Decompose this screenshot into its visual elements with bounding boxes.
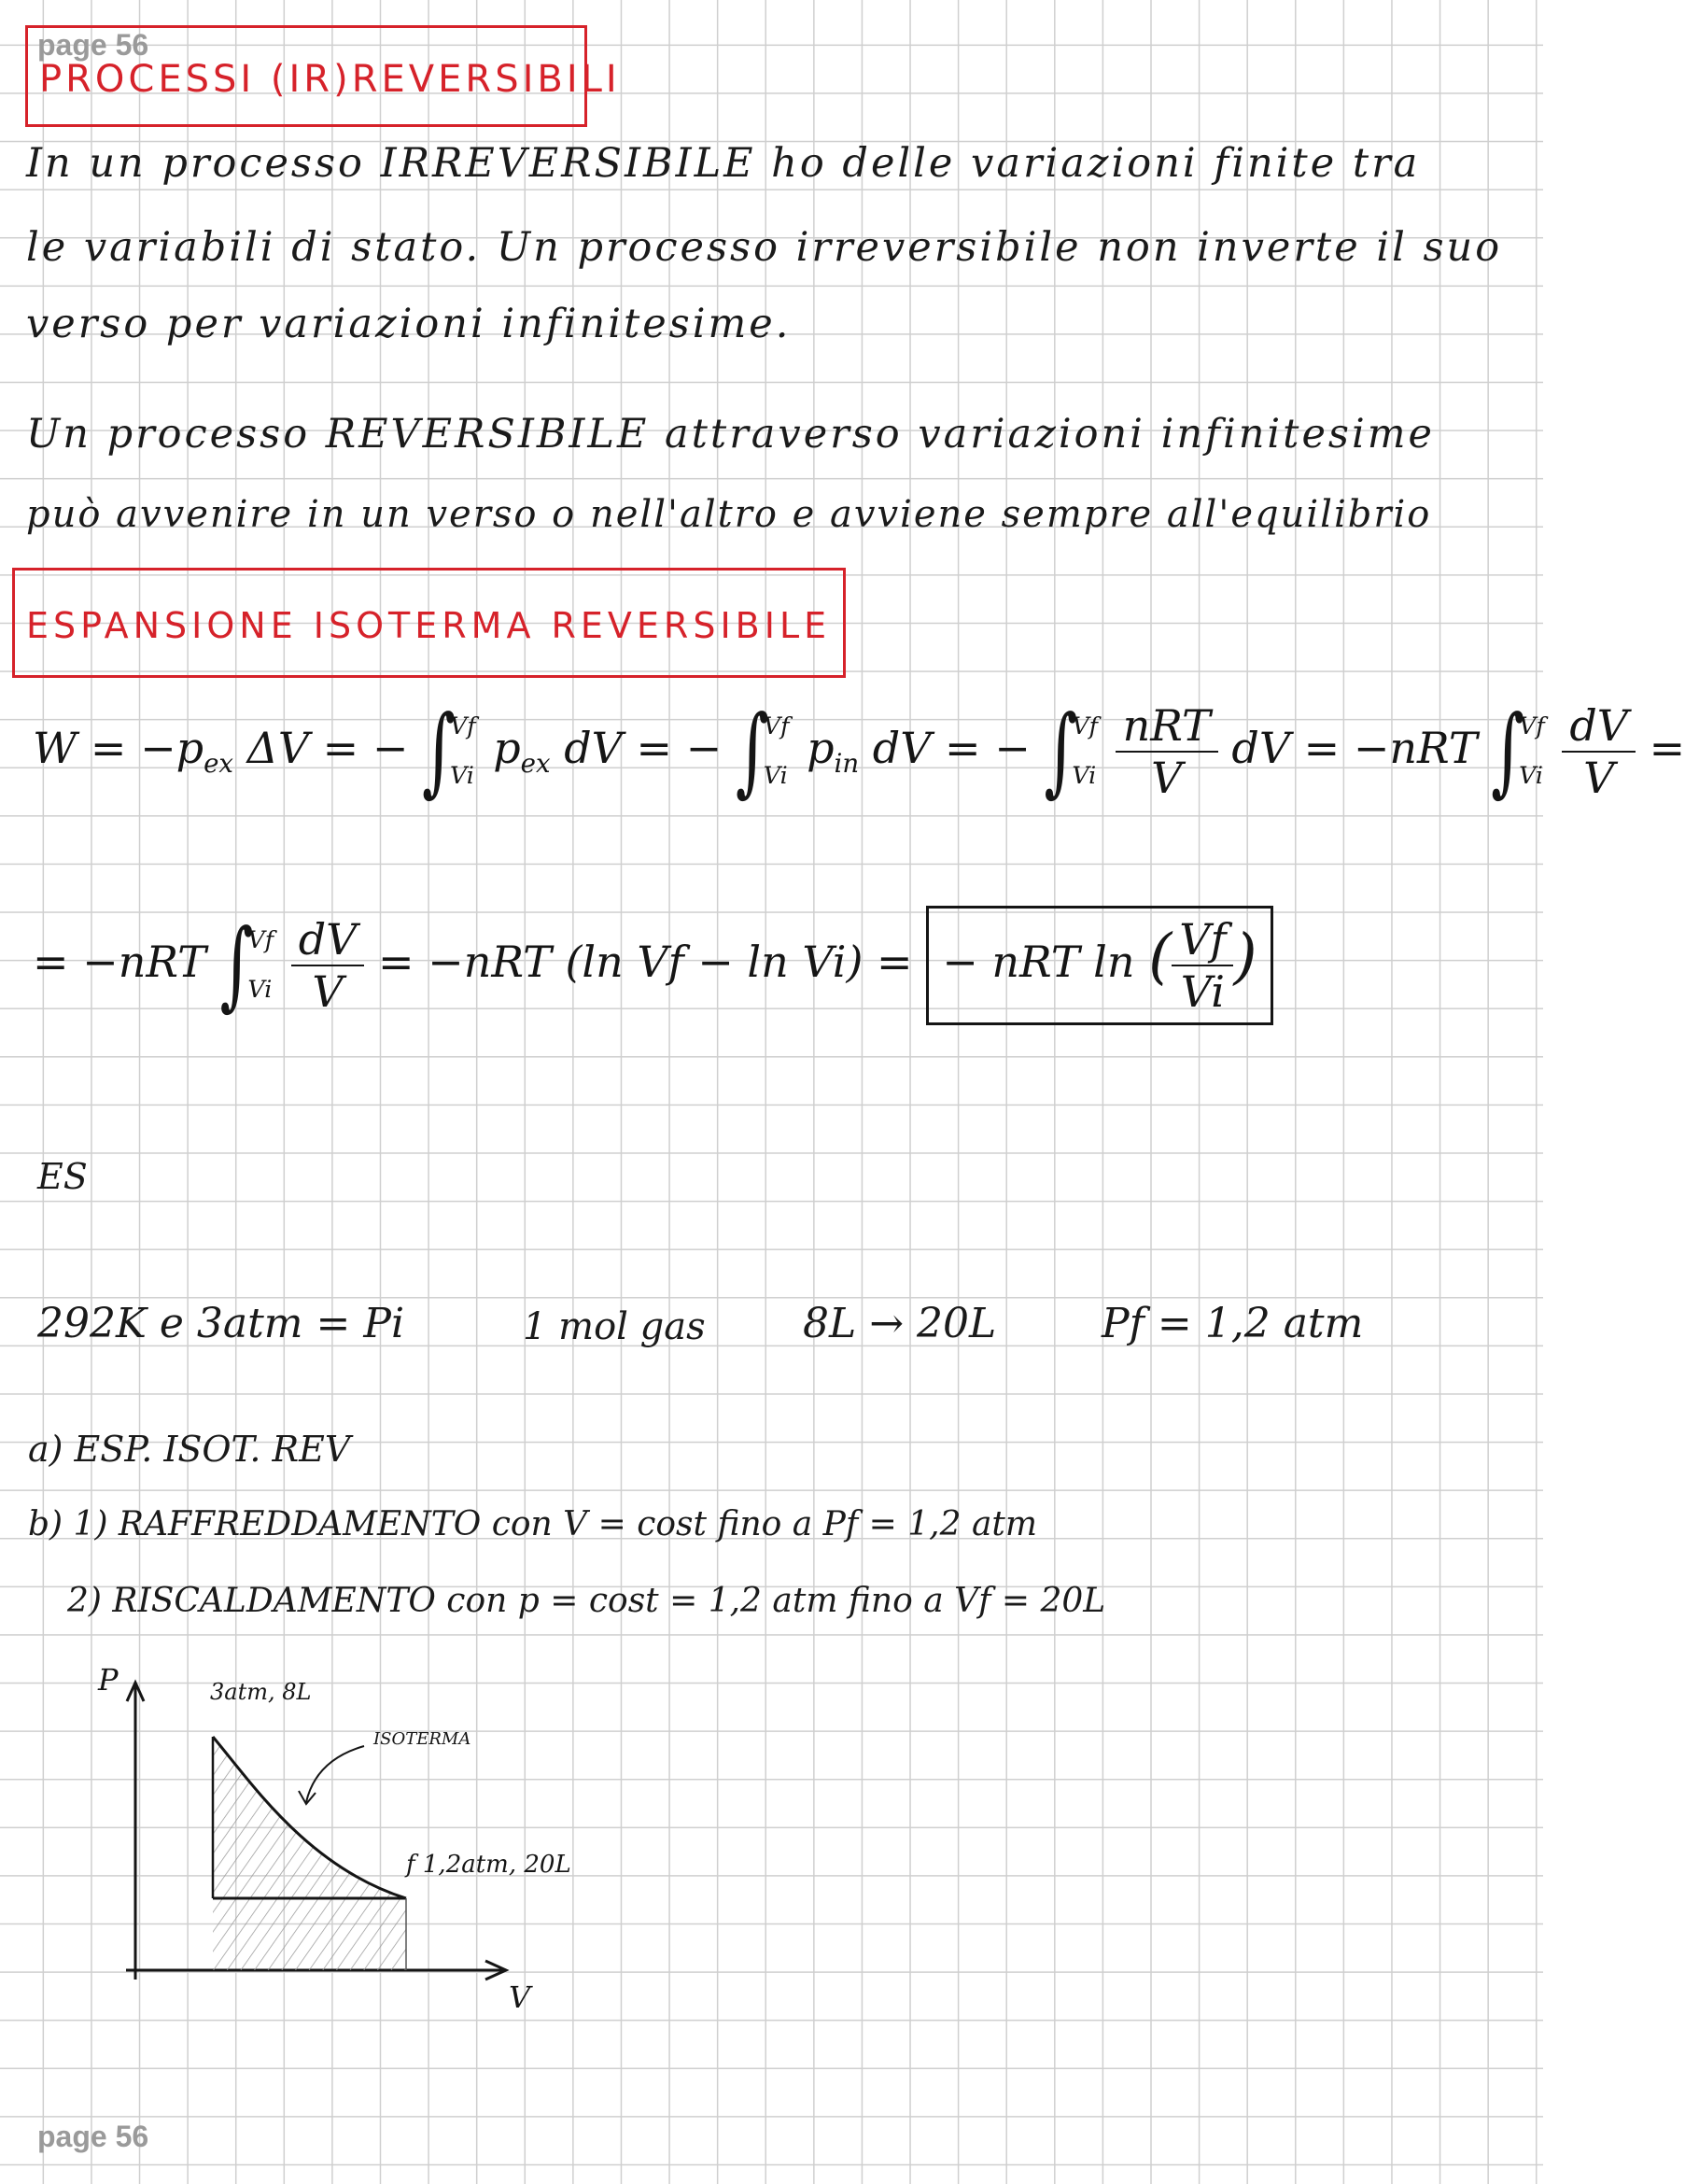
para1-line1: In un processo IRREVERSIBILE ho delle variazioni finite tra: [26, 140, 1421, 187]
eq-p-ex-sub: ex: [520, 748, 551, 780]
integral-sign-2: ∫: [735, 696, 769, 808]
integral-sign-3: ∫: [1044, 696, 1078, 808]
boxed-result: [926, 906, 1272, 1025]
example-b1: b) 1) RAFFREDDAMENTO con V = cost fino a Pf = 1,2 atm: [28, 1505, 1038, 1543]
eq-w-dv: ΔV = −: [246, 723, 409, 773]
frac-num-dv-1: dV: [1562, 700, 1636, 753]
isotherm-label: ISOTERMA: [373, 1729, 471, 1749]
frac-den-v: V: [1151, 753, 1183, 803]
eq-line2-mid: = −nRT (ln Vf − ln Vi) =: [377, 937, 913, 987]
eq-w-left: W = −p: [33, 723, 204, 773]
lim-upper-3: Vf: [1072, 712, 1098, 740]
work-area-isotherm: [213, 1737, 406, 1898]
lim-upper-1: Vf: [449, 712, 476, 740]
page-label-top: page 56: [37, 28, 149, 62]
example-a: a) ESP. ISOT. REV: [28, 1429, 351, 1470]
lim-upper-2: Vf: [763, 712, 790, 740]
lim-lower-3: Vi: [1072, 762, 1097, 790]
lim-lower-1: Vi: [449, 762, 474, 790]
lim-upper-4: Vf: [1519, 712, 1545, 740]
example-data-4: Pf = 1,2 atm: [1102, 1300, 1364, 1347]
example-label: ES: [37, 1156, 88, 1197]
frac-den-v-1: V: [1583, 753, 1615, 803]
para1-line2: le variabili di stato. Un processo irreversibile non inverte il suo: [26, 224, 1503, 271]
frac-num-dv-2: dV: [291, 914, 365, 966]
fraction-vf-over-vi: [1172, 914, 1233, 1017]
para1-line3: verso per variazioni infinitesime.: [26, 301, 792, 347]
point-i-label: 3atm, 8L: [210, 1679, 312, 1705]
lim-lower-5: Vi: [247, 976, 273, 1004]
paren-open: (: [1148, 922, 1172, 992]
eq-p-in-sub: in: [834, 748, 860, 780]
frac-num-vf: Vf: [1172, 914, 1233, 966]
lim-upper-5: Vf: [247, 926, 274, 954]
pv-diagram: [93, 1653, 616, 2026]
eq-end: =: [1649, 723, 1685, 773]
frac-den-v-2: V: [312, 966, 344, 1017]
eq-dv-1: dV: [564, 723, 623, 773]
boxed-pre: − nRT ln: [942, 937, 1135, 987]
work-equation-line2: [33, 906, 1273, 1025]
frac-num-nrt: nRT: [1116, 700, 1218, 753]
page-label-bottom: page 56: [37, 2120, 149, 2153]
fraction-dv-over-v-1: [1562, 700, 1636, 803]
lim-lower-4: Vi: [1519, 762, 1544, 790]
v-axis-label: V: [509, 1980, 531, 2015]
integral-sign-1: ∫: [422, 696, 456, 808]
para2-line1: Un processo REVERSIBILE attraverso variazioni infinitesime: [26, 411, 1435, 458]
eq-line2-start: = −nRT: [33, 937, 206, 987]
fraction-nrt-over-v: [1116, 700, 1218, 803]
example-data-2: 1 mol gas: [523, 1305, 706, 1348]
eq-mid-3: = −nRT: [1303, 723, 1478, 773]
heading-espansione: ESPANSIONE ISOTERMA REVERSIBILE: [26, 605, 832, 646]
example-data-1: 292K e 3atm = Pi: [37, 1300, 405, 1347]
point-f-label: f 1,2atm, 20L: [406, 1851, 571, 1879]
example-data-3: 8L → 20L: [803, 1300, 997, 1347]
work-area-rectangle: [213, 1898, 406, 1970]
frac-den-vi: Vi: [1180, 966, 1225, 1017]
example-b2: 2) RISCALDAMENTO con p = cost = 1,2 atm fino a Vf = 20L: [67, 1582, 1106, 1620]
eq-mid-1: = −: [636, 723, 723, 773]
eq-dv-2: dV: [872, 723, 932, 773]
p-axis-label: P: [98, 1662, 119, 1698]
integral-sign-4: ∫: [1491, 696, 1525, 808]
fraction-dv-over-v-2: [291, 914, 365, 1017]
eq-p-in: p: [807, 723, 835, 773]
heading-processi: PROCESSI (IR)REVERSIBILI: [39, 58, 621, 101]
work-equation-line1: [33, 696, 1685, 808]
para2-line2: può avvenire in un verso o nell'altro e avviene sempre all'equilibrio: [26, 493, 1432, 536]
eq-w-left-sub: ex: [204, 748, 233, 780]
eq-p-ex: p: [493, 723, 521, 773]
eq-dv-3: dV: [1231, 723, 1291, 773]
lim-lower-2: Vi: [763, 762, 788, 790]
paren-close: ): [1233, 922, 1257, 992]
eq-mid-2: = −: [945, 723, 1031, 773]
integral-sign-5: ∫: [219, 909, 254, 1022]
